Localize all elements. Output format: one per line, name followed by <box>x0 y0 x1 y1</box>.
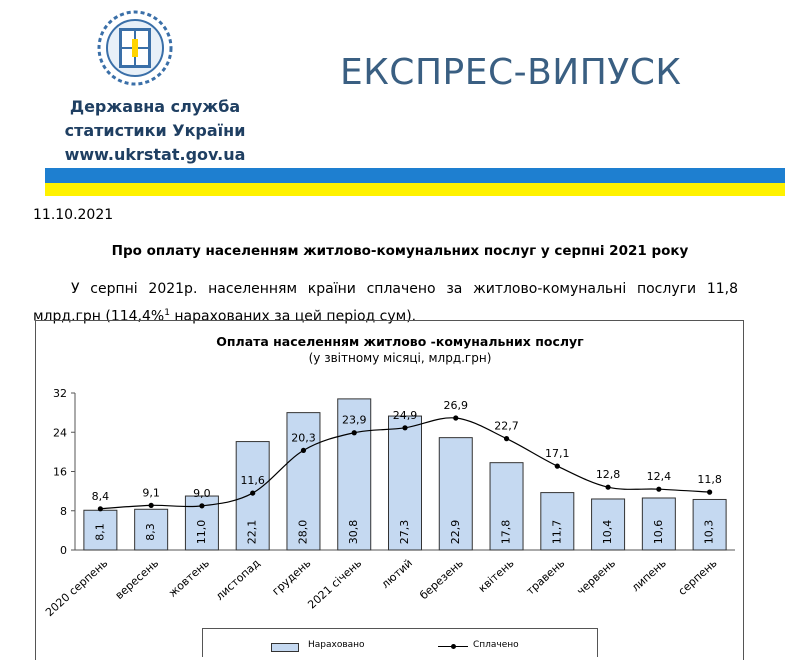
bar-data-label: 11,7 <box>550 519 564 545</box>
release-title: Про оплату населенням житлово-комунальних послуг у серпні 2021 року <box>111 243 689 259</box>
org-website-link[interactable]: www.ukrstat.gov.ua <box>64 145 246 164</box>
y-tick-label: 24 <box>53 426 67 440</box>
x-tick-label: квітень <box>475 556 517 596</box>
bar-data-label: 10,3 <box>702 519 716 545</box>
point-paid <box>149 503 154 508</box>
paragraph-text: У серпні 2021р. населенням країни сплачено за житлово-комунальні послуги 11,8 млрд.грн (114,4% <box>33 281 738 325</box>
x-tick-label: 2021 січень <box>305 556 365 612</box>
chart-subtitle: (у звітному місяці, млрд.грн) <box>308 351 492 365</box>
y-tick-label: 16 <box>53 465 67 479</box>
footnote-mark: 1 <box>164 308 170 318</box>
point-paid <box>504 436 509 441</box>
bar-data-label: 10,6 <box>651 519 665 545</box>
y-tick-label: 32 <box>53 387 67 400</box>
bar-data-label: 8,1 <box>93 523 107 541</box>
point-paid <box>352 430 357 435</box>
x-tick-label: вересень <box>112 556 162 603</box>
point-paid <box>301 448 306 453</box>
x-tick-label: травень <box>523 556 568 598</box>
chart-legend <box>202 628 598 657</box>
bar-data-label: 11,0 <box>194 519 208 545</box>
point-paid <box>656 487 661 492</box>
legend-label-paid: Сплачено <box>473 640 519 650</box>
bar-data-label: 22,9 <box>448 519 462 545</box>
legend-marker-paid <box>451 644 456 649</box>
org-line-2: статистики України <box>64 121 246 140</box>
line-data-label: 22,7 <box>494 419 519 433</box>
line-data-label: 11,8 <box>697 473 722 487</box>
point-paid <box>250 490 255 495</box>
point-paid <box>453 415 458 420</box>
x-tick-label: лютий <box>378 556 416 591</box>
paragraph-tail: нарахованих за цей період сум). <box>169 308 417 325</box>
publication-date: 11.10.2021 <box>33 207 114 223</box>
y-tick-label: 0 <box>60 544 67 557</box>
line-data-label: 11,6 <box>240 474 265 488</box>
legend-swatch-accrued <box>271 643 299 652</box>
point-paid <box>605 485 610 490</box>
line-data-label: 8,4 <box>91 489 110 503</box>
legend-label-accrued: Нараховано <box>308 640 365 650</box>
point-paid <box>707 490 712 495</box>
x-tick-label: грудень <box>269 556 314 598</box>
bar-data-label: 22,1 <box>245 519 259 545</box>
express-release-heading: ЕКСПРЕС-ВИПУСК <box>340 52 682 93</box>
org-line-1: Державна служба <box>69 97 241 116</box>
point-paid <box>199 503 204 508</box>
x-tick-label: липень <box>629 556 669 595</box>
point-paid <box>555 464 560 469</box>
line-data-label: 12,4 <box>646 470 672 484</box>
bar-data-label: 27,3 <box>398 519 411 545</box>
point-paid <box>402 425 407 430</box>
line-data-label: 20,3 <box>291 431 316 445</box>
bar-data-label: 28,0 <box>296 519 310 545</box>
bar-data-label: 10,4 <box>601 519 615 545</box>
y-tick-label: 8 <box>60 504 67 518</box>
x-tick-label: березень <box>417 556 466 603</box>
line-data-label: 24,9 <box>392 408 418 422</box>
line-data-label: 9,0 <box>193 486 211 500</box>
line-data-label: 23,9 <box>341 413 367 427</box>
x-tick-label: жовтень <box>166 556 212 600</box>
x-tick-label: 2020 серпень <box>43 556 111 620</box>
bar-data-label: 30,8 <box>347 519 361 545</box>
line-data-label: 26,9 <box>443 399 469 413</box>
line-data-label: 12,8 <box>595 468 621 482</box>
point-paid <box>98 506 103 511</box>
x-tick-label: листопад <box>213 556 263 603</box>
bar-data-label: 8,3 <box>144 523 158 541</box>
bar-data-label: 17,8 <box>499 519 513 545</box>
x-tick-label: серпень <box>675 556 720 598</box>
line-data-label: 9,1 <box>142 486 160 500</box>
chart-title: Оплата населенням житлово -комунальних послуг <box>216 334 584 349</box>
line-data-label: 17,1 <box>545 447 570 461</box>
x-tick-label: червень <box>574 556 619 598</box>
